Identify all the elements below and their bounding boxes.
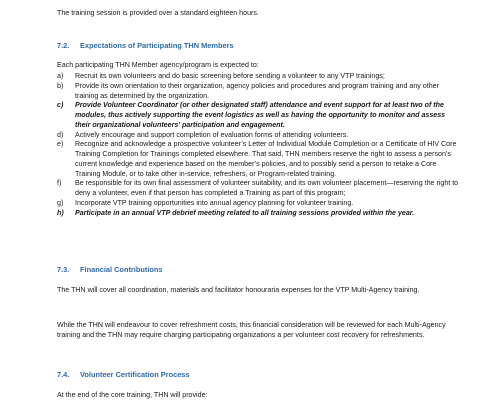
list-marker: e) xyxy=(57,140,64,149)
list-marker: b) xyxy=(57,81,64,90)
section-lead: Each participating THN Member agency/program is expected to: xyxy=(57,61,259,69)
list-item-text: Be responsible for its own final assessment of volunteer suitability, and its own volunteer placement—reserving the right to deny a volunteer, even if that person has completed a Training as part of this program; xyxy=(75,179,459,197)
intro-text: The training session is provided over a standard eighteen hours. xyxy=(57,9,259,17)
list-item xyxy=(57,179,462,199)
section-heading-7-3 xyxy=(57,265,163,274)
section-number: 7.4. xyxy=(57,370,70,379)
list-item xyxy=(57,131,462,141)
list-item-text: Actively encourage and support completion of evaluation forms of attending volunteers. xyxy=(75,130,349,139)
section-number: 7.3. xyxy=(57,265,70,274)
list-item xyxy=(57,72,462,82)
section-number: 7.2. xyxy=(57,41,70,50)
section-heading-7-2 xyxy=(57,41,234,50)
list-item-text: Participate in an annual VTP debrief meeting related to all training sessions provided within the year. xyxy=(75,208,415,217)
list-marker: f) xyxy=(57,179,62,188)
list-item xyxy=(57,199,462,209)
list-item xyxy=(57,82,462,102)
list-marker: d) xyxy=(57,130,64,139)
section-title: Financial Contributions xyxy=(80,265,163,274)
list-item-text: Provide its own orientation to their organization, agency policies and procedures and program training and any other training as determined by the organization. xyxy=(75,81,439,100)
list-item-text: Recognize and acknowledge a prospective volunteer’s Letter of Individual Module Completion or a Certificate of HIV Core Training Completion for Trainings completed elsewhere. That said, THN members reserve the right to assess a person’s current knowledge and experience based on the member’s policies, and to possibly send a person to retake a Core Training Module, or to take other in-service, refreshers, or Program-related training. xyxy=(75,140,457,178)
financial-paragraph-2: While the THN will endeavour to cover refreshment costs, this financial consideration will be reviewed for each Multi-Agency training and the THN may require charging participating organizations a per volunteer cost recovery for refreshments. xyxy=(57,321,446,339)
section-title: Volunteer Certification Process xyxy=(80,370,190,379)
list-item xyxy=(57,209,462,219)
list-marker: c) xyxy=(57,101,64,110)
list-item-text: Recruit its own volunteers and do basic screening before sending a volunteer to any VTP trainings; xyxy=(75,72,385,80)
certification-lead: At the end of the core training, THN will provide: xyxy=(57,391,208,399)
list-item xyxy=(57,101,462,130)
financial-paragraph-1: The THN will cover all coordination, materials and facilitator honouraria expenses for the VTP Multi-Agency training. xyxy=(57,286,420,294)
section-title: Expectations of Participating THN Members xyxy=(80,41,234,50)
list-marker: g) xyxy=(57,198,64,207)
list-marker: h) xyxy=(57,208,64,217)
section-heading-7-4 xyxy=(57,370,190,379)
list-marker: a) xyxy=(57,72,64,80)
list-item-text: Incorporate VTP training opportunities into annual agency planning for volunteer training. xyxy=(75,198,354,207)
list-item xyxy=(57,140,462,179)
list-item-text: Provide Volunteer Coordinator (or other designated staff) attendance and event support for at least two of the modules, thus actively supporting the event logistics as well as having the opportunity to monitor and assess their organizational volunteers’ participation and engagement. xyxy=(75,101,446,129)
expectations-list xyxy=(57,72,462,218)
